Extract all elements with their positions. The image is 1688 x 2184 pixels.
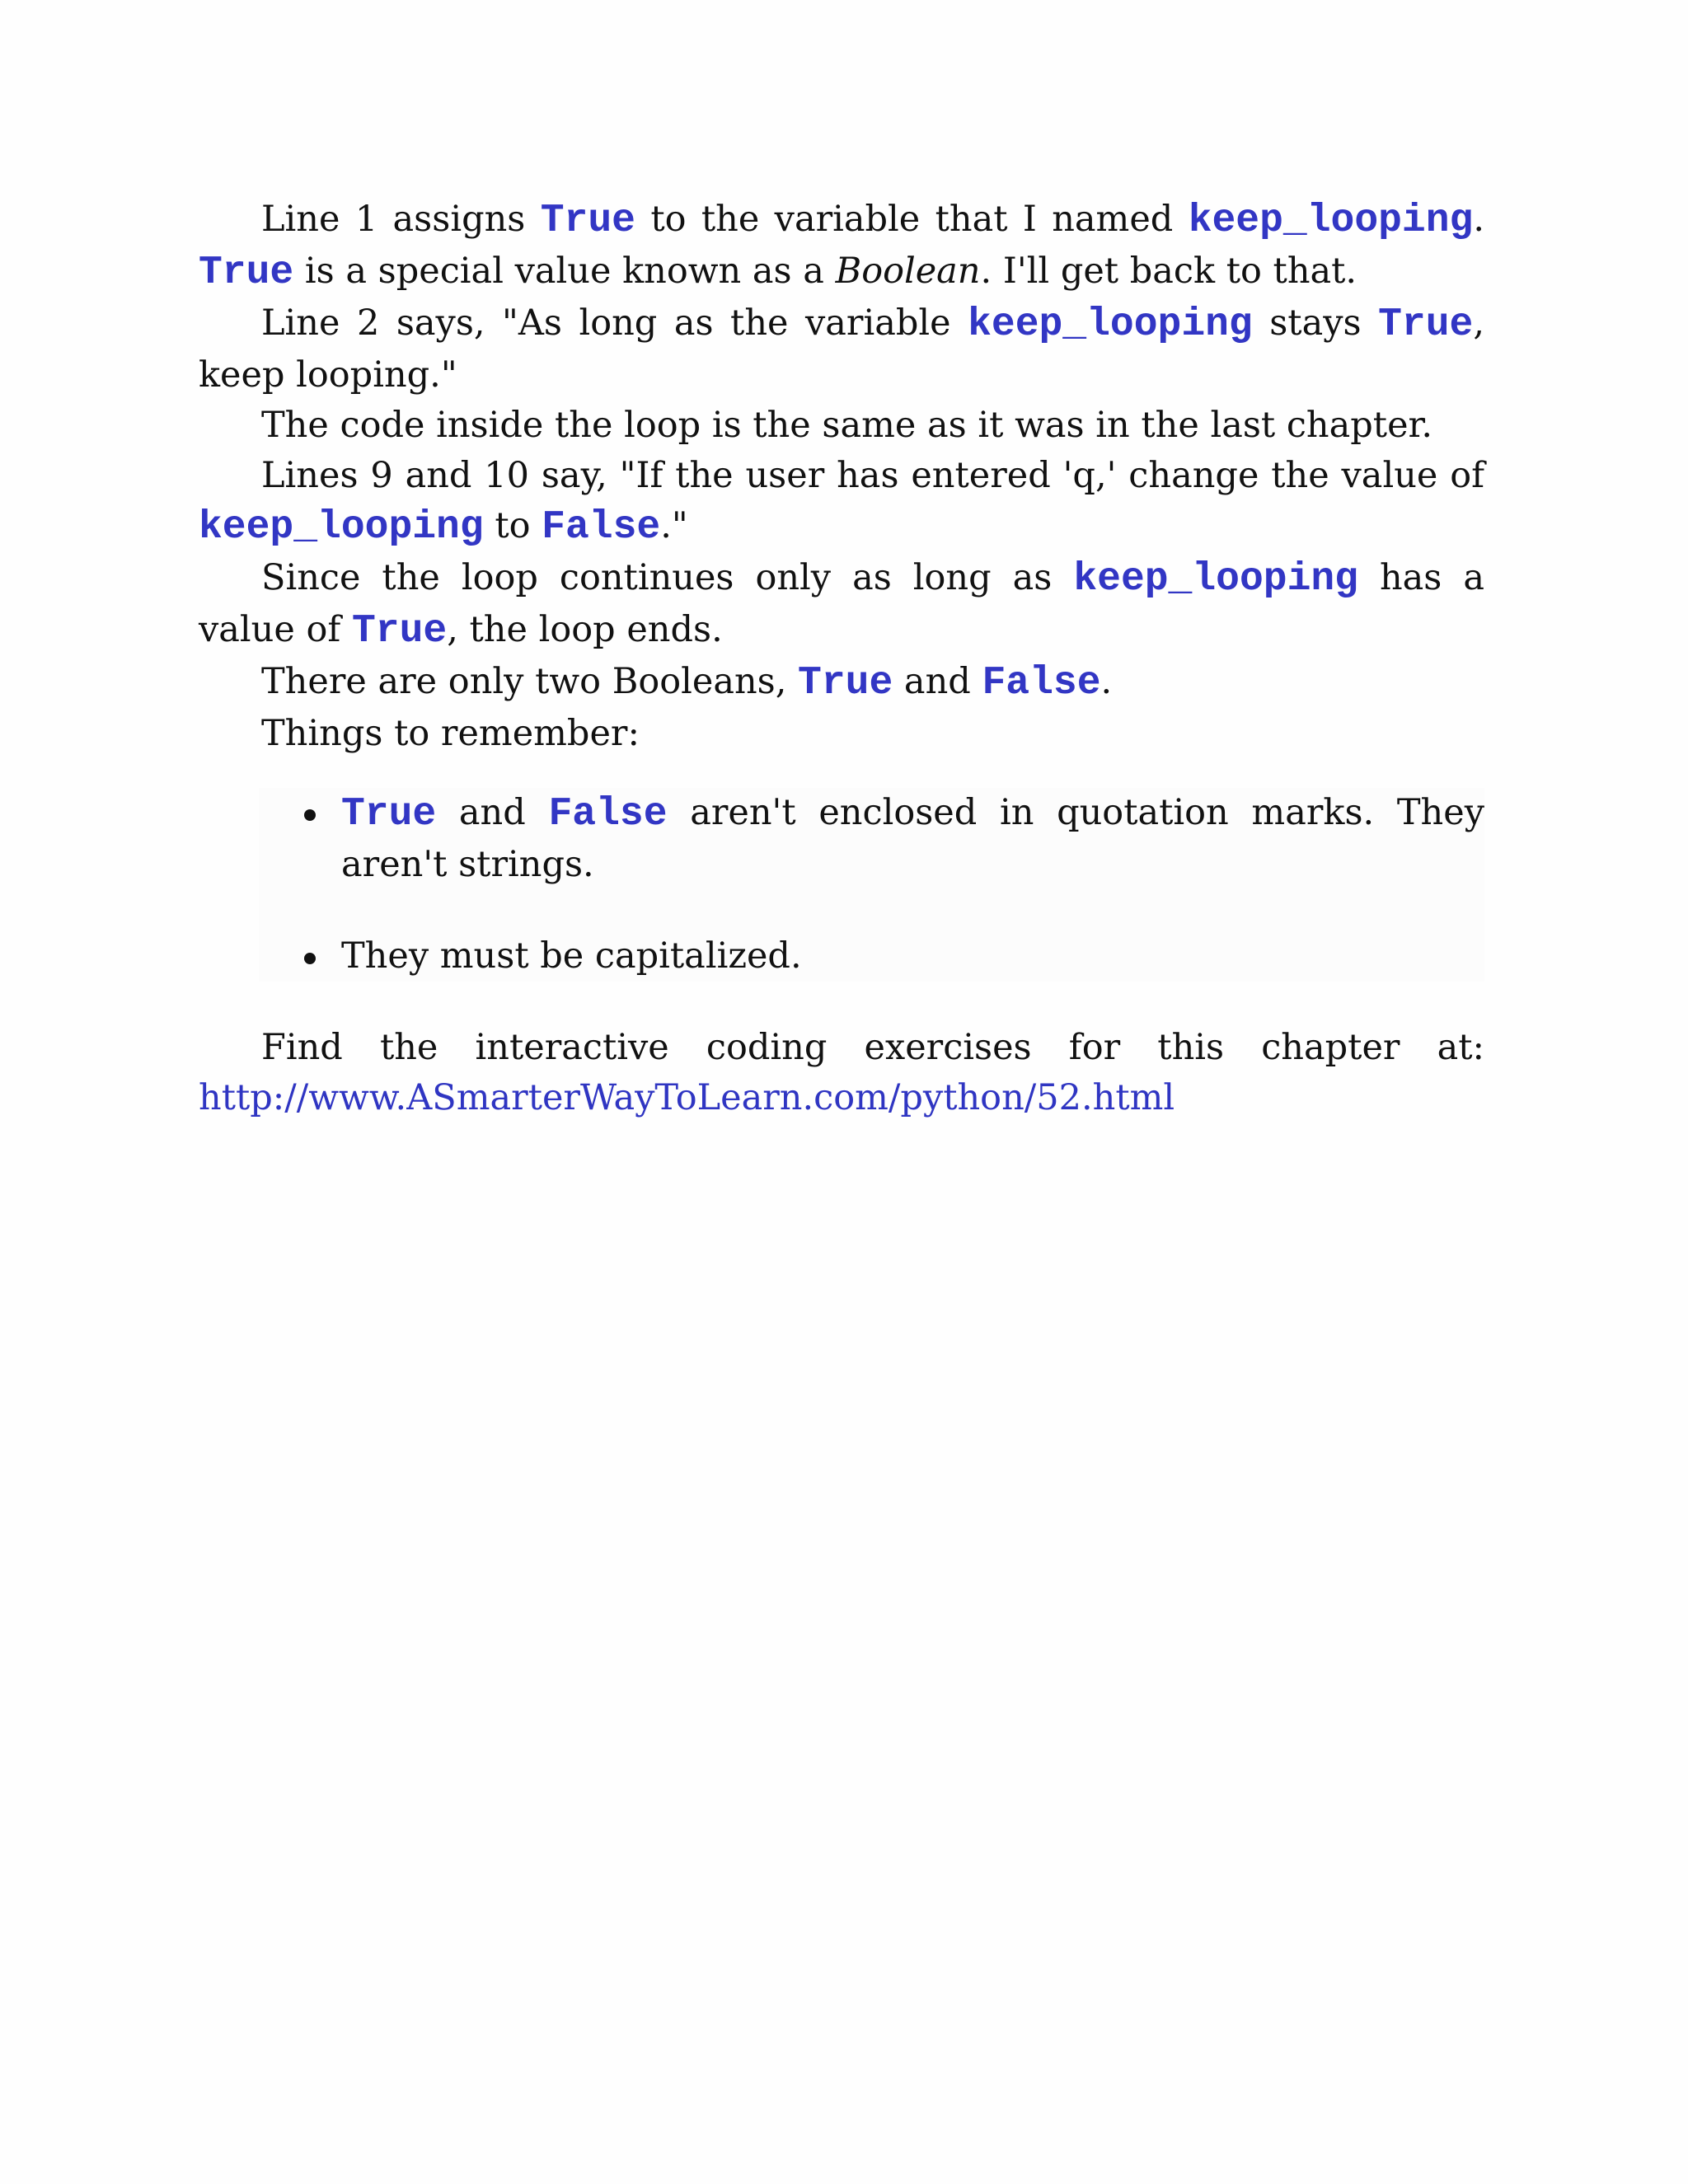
text-run: Since the loop continues only as long as <box>261 557 1074 598</box>
text-run: Lines 9 and 10 say, "If the user has entered 'q,' change the value of <box>261 455 1484 496</box>
text-run: and <box>436 792 549 833</box>
bullet-list <box>259 788 1484 982</box>
text-run: and <box>893 661 982 702</box>
code-keep-looping: keep_looping <box>1188 199 1474 243</box>
text-run: stays <box>1252 302 1379 344</box>
paragraph-two-booleans <box>199 657 1484 709</box>
text-run: . <box>1100 661 1113 702</box>
paragraph-loop-code <box>199 401 1484 451</box>
text-run: Line 1 assigns <box>261 199 541 240</box>
code-false: False <box>542 505 661 550</box>
code-true: True <box>1378 302 1474 347</box>
paragraph-loop-ends <box>199 553 1484 657</box>
exercises-link[interactable]: http://www.ASmarterWayToLearn.com/python/52.html <box>199 1077 1175 1118</box>
paragraph-lines-9-10 <box>199 451 1484 553</box>
bullet-icon <box>304 809 316 821</box>
code-true: True <box>540 199 635 243</box>
text-run: to <box>483 505 542 546</box>
text-run: They must be capitalized. <box>341 935 802 977</box>
paragraph-line-2 <box>199 298 1484 401</box>
code-true: True <box>341 792 437 837</box>
code-true: True <box>351 609 448 654</box>
text-run: The code inside the loop is the same as it was in the last chapter. <box>261 405 1433 446</box>
code-true: True <box>199 251 294 295</box>
text-run: to the variable that I named <box>635 199 1189 240</box>
paragraph-things-to-remember <box>199 709 1484 759</box>
code-false: False <box>548 792 668 837</box>
code-false: False <box>982 661 1101 705</box>
text-run: Find the interactive coding exercises for this chapter at: <box>261 1027 1484 1068</box>
code-keep-looping: keep_looping <box>1073 557 1358 602</box>
code-true: True <box>798 661 893 705</box>
text-run: Line 2 says, "As long as the variable <box>261 302 968 344</box>
text-run: . <box>1473 199 1485 240</box>
italic-boolean: Boolean <box>835 251 981 292</box>
page-content <box>199 194 1484 1159</box>
text-run: is a special value known as a <box>293 251 836 292</box>
text-run: ." <box>660 505 688 546</box>
code-keep-looping: keep_looping <box>199 505 484 550</box>
text-run: , keep looping." <box>199 302 1484 396</box>
text-run: . I'll get back to that. <box>980 251 1357 292</box>
bullet-icon <box>304 953 316 964</box>
list-item <box>259 931 1484 982</box>
paragraph-line-1 <box>199 194 1484 298</box>
text-run: There are only two Booleans, <box>261 661 799 702</box>
text-run: , the loop ends. <box>447 609 723 650</box>
code-keep-looping: keep_looping <box>968 302 1253 347</box>
text-run: aren't enclosed in quotation marks. They aren't strings. <box>341 792 1484 885</box>
list-item <box>259 788 1484 890</box>
text-run: Things to remember: <box>261 713 640 754</box>
paragraph-exercises <box>199 1023 1484 1123</box>
text-run: has a value of <box>199 557 1484 650</box>
